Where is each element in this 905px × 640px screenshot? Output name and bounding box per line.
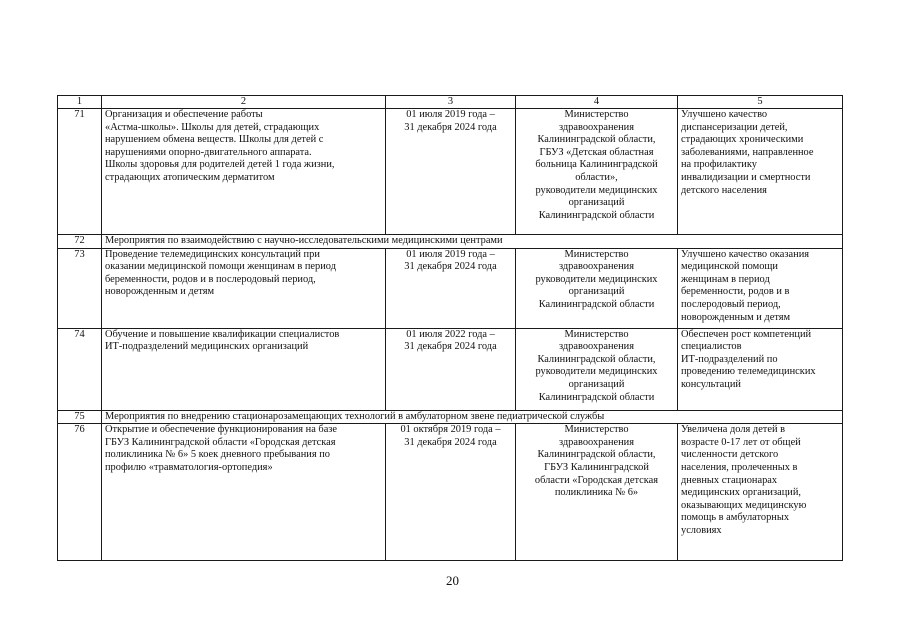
table-row	[58, 109, 843, 235]
result-cell: Увеличена доля детей в возрасте 0-17 лет от общей численности детского населения, пролеченных в дневных стационарах медицинских организаций, оказывающих медицинскую помощь в амбулаторных условиях	[678, 424, 843, 561]
header-cell-1: 1	[58, 96, 102, 109]
row-number: 76	[58, 424, 102, 561]
executor-cell: Министерство здравоохранения Калининградской области, руководители медицинских организаций Калининградской области	[516, 328, 678, 410]
activity-cell: Открытие и обеспечение функционирования на базе ГБУЗ Калининградской области «Городская детская поликлиника № 6» 5 коек дневного пребывания по профилю «травматология-ортопедия»	[102, 424, 386, 561]
table-row	[58, 248, 843, 328]
table-row	[58, 328, 843, 410]
section-title: Мероприятия по внедрению стационарозамещающих технологий в амбулаторном звене педиатрической службы	[102, 410, 843, 424]
period-cell: 01 июля 2022 года – 31 декабря 2024 года	[386, 328, 516, 410]
executor-cell: Министерство здравоохранения руководители медицинских организаций Калининградской области	[516, 248, 678, 328]
period-cell: 01 июля 2019 года – 31 декабря 2024 года	[386, 109, 516, 235]
row-number: 73	[58, 248, 102, 328]
period-cell: 01 июля 2019 года – 31 декабря 2024 года	[386, 248, 516, 328]
result-cell: Обеспечен рост компетенций специалистов ИТ-подразделений по проведению телемедицинских консультаций	[678, 328, 843, 410]
header-cell-5: 5	[678, 96, 843, 109]
header-cell-2: 2	[102, 96, 386, 109]
table-row	[58, 424, 843, 561]
result-cell: Улучшено качество оказания медицинской помощи женщинам в период беременности, родов и в послеродовый период, новорожденным и детям	[678, 248, 843, 328]
page-number: 20	[446, 573, 459, 588]
row-number: 74	[58, 328, 102, 410]
plan-table	[57, 95, 843, 561]
row-number: 71	[58, 109, 102, 235]
section-row	[58, 410, 843, 424]
activity-cell: Организация и обеспечение работы «Астма-школы». Школы для детей, страдающих нарушением обмена веществ. Школы для детей с нарушениями опорно-двигательного аппарата. Школы здоровья для родителей детей 1 года жизни, страдающих атопическим дерматитом	[102, 109, 386, 235]
header-cell-4: 4	[516, 96, 678, 109]
row-number: 75	[58, 410, 102, 424]
section-title: Мероприятия по взаимодействию с научно-исследовательскими медицинскими центрами	[102, 235, 843, 249]
result-cell: Улучшено качество диспансеризации детей, страдающих хроническими заболеваниями, направленное на профилактику инвалидизации и смертности детского населения	[678, 109, 843, 235]
table-header-row	[58, 96, 843, 109]
period-cell: 01 октября 2019 года – 31 декабря 2024 года	[386, 424, 516, 561]
header-cell-3: 3	[386, 96, 516, 109]
executor-cell: Министерство здравоохранения Калининградской области, ГБУЗ Калининградской области «Городская детская поликлиника № 6»	[516, 424, 678, 561]
section-row	[58, 235, 843, 249]
executor-cell: Министерство здравоохранения Калининградской области, ГБУЗ «Детская областная больница Калининградской области», руководители медицинских организаций Калининградской области	[516, 109, 678, 235]
activity-cell: Проведение телемедицинских консультаций при оказании медицинской помощи женщинам в период беременности, родов и в послеродовый период, новорожденным и детям	[102, 248, 386, 328]
row-number: 72	[58, 235, 102, 249]
activity-cell: Обучение и повышение квалификации специалистов ИТ-подразделений медицинских организаций	[102, 328, 386, 410]
